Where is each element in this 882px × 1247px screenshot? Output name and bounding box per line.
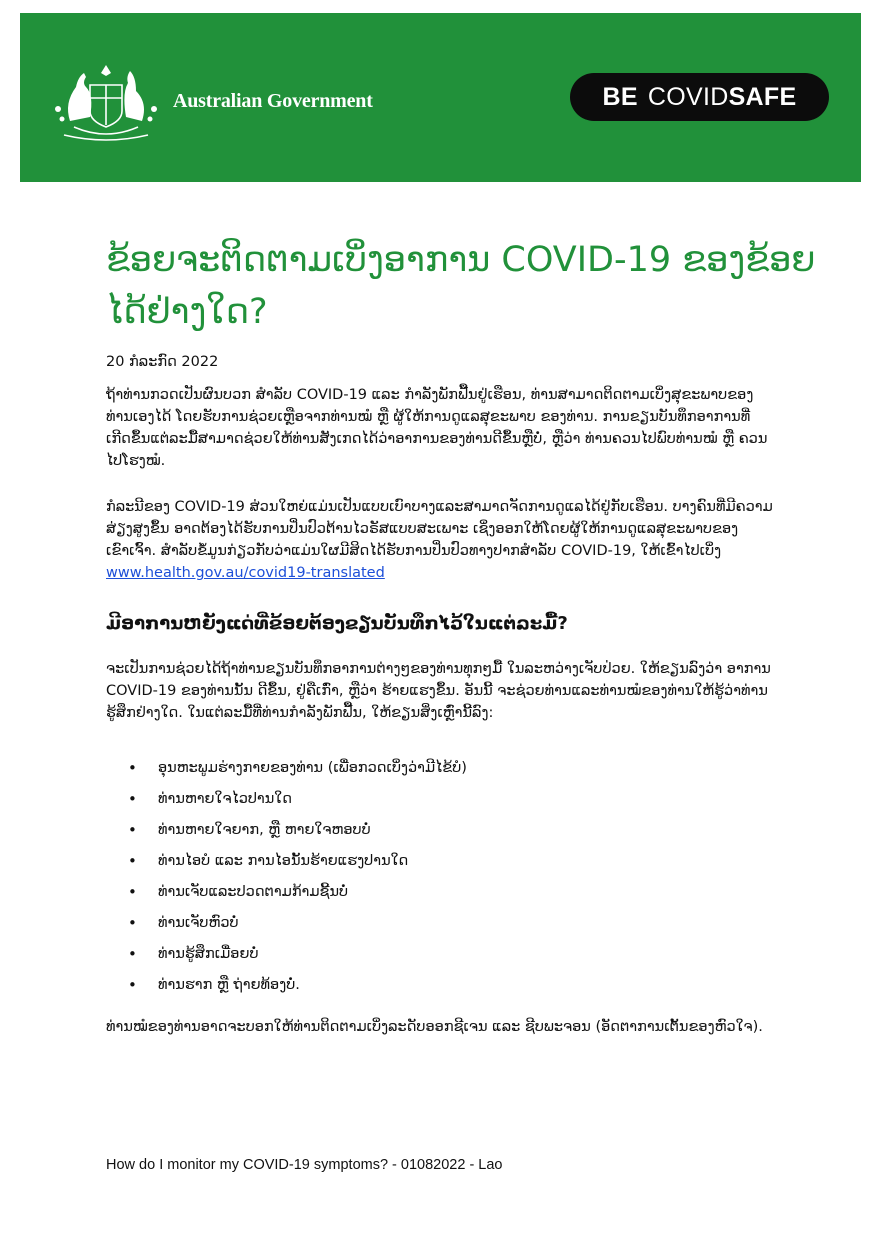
publication-date: 20 ກໍລະກົດ 2022 xyxy=(106,354,219,370)
document-footer: How do I monitor my COVID-19 symptoms? - 01082022 - Lao xyxy=(106,1157,503,1173)
list-item: • ທ່ານເຈັບແລະປວດຕາມກ້າມຊີ້ນບໍ່ xyxy=(128,882,349,901)
list-item: • ທ່ານຫາຍໃຈໄວປານໃດ xyxy=(128,789,292,808)
be-covidsafe-logo: BE COVID SAFE xyxy=(570,73,829,121)
header-banner xyxy=(20,13,861,182)
list-item: • ອຸນຫະພູມຮ່າງກາຍຂອງທ່ານ (ເພື່ອກວດເບິ່ງວ່າມີໄຂ້ບໍ) xyxy=(128,758,467,777)
list-item: • ທ່ານໄອບໍ ແລະ ການໄອນັ້ນຮ້າຍແຮງປານໃດ xyxy=(128,851,409,870)
symptom-list xyxy=(128,752,768,1000)
health-translated-link[interactable]: www.health.gov.au/covid19-translated xyxy=(106,565,385,581)
list-item: • ທ່ານຮູ້ສຶກເມື່ອຍບໍ່ xyxy=(128,944,259,963)
list-item: • ທ່ານຫາຍໃຈຍາກ, ຫຼື ຫາຍໃຈຫອບບໍ່ xyxy=(128,820,371,839)
intro-paragraph: ຖ້າທ່ານກວດເປັນຜົນບວກ ສໍາລັບ COVID-19 ແລະ ກໍາລັງພັກຟື້ນຢູ່ເຮືອນ, ທ່ານສາມາດຕິດຕາມເບິ່ງສຸຂະພາບຂອງທ່ານເອງໄດ້ ໂດຍຮັບການຊ່ວຍເຫຼືອຈາກທ່ານໝໍ ຫຼື ຜູ້ໃຫ້ການດູແລສຸຂະພາບ ຂອງທ່ານ. ການຂຽນບັນທຶກອາການທີ່ເກີດຂຶ້ນແຕ່ລະມື້ສາມາດຊ່ວຍໃຫ້ທ່ານສັງເກດໄດ້ວ່າອາການຂອງທ່ານດີຂຶ້ນຫຼືບໍ່, ຫຼືວ່າ ທ່ານຄວນໄປພົບທ່ານໝໍ ຫຼື ຄວນໄປໂຮງໝໍ. xyxy=(106,387,768,469)
symptom-log-paragraph: ຈະເປັນການຊ່ວຍໄດ້ຖ້າທ່ານຂຽນບັນທຶກອາການຕ່າງໆຂອງທ່ານທຸກໆມື້ ໃນລະຫວ່າງເຈັບປ່ວຍ. ໃຫ້ຂຽນລົງວ່າ ອາການ COVID-19 ຂອງທ່ານນັ້ນ ດີຂຶ້ນ, ຢູ່ຄືເກົ່າ, ຫຼືວ່າ ຮ້າຍແຮງຂຶ້ນ. ອັນນີ້ ຈະຊ່ວຍທ່ານແລະທ່ານໝໍຂອງທ່ານໃຫ້ຮູ້ວ່າທ່ານຮູ້ສຶກຢ່າງໃດ. ໃນແຕ່ລະມື້ທີ່ທ່ານກໍາລັງພັກຟື້ນ, ໃຫ້ຂຽນສິ່ງເຫຼົ່ານີ້ລົງ: xyxy=(106,661,771,721)
treatment-paragraph: ກໍລະນີຂອງ COVID-19 ສ່ວນໃຫຍ່ແມ່ນເປັນແບບເບົາບາງແລະສາມາດຈັດການດູແລໄດ້ຢູ່ກັບເຮືອນ. ບາງຄົນທີ່ມີຄວາມສ່ຽງສູງຂຶ້ນ ອາດຕ້ອງໄດ້ຮັບການປິ່ນປົວຕ້ານໄວຣັສແບບສະເພາະ ເຊິ່ງອອກໃຫ້ໂດຍຜູ້ໃຫ້ການດູແລສຸຂະພາບຂອງເຂົາເຈົ້າ. ສໍາລັບຂໍ້ມູນກ່ຽວກັບວ່າແມ່ນໃຜມີສິດໄດ້ຮັບການປິ່ນປົວທາງປາກສໍາລັບ COVID-19, ໃຫ້ເຂົ້າໄປເບິ່ງ www.health.gov.au/covid19-translated xyxy=(106,499,773,581)
oxygen-monitor-paragraph: ທ່ານໝໍຂອງທ່ານອາດຈະບອກໃຫ້ທ່ານຕິດຕາມເບິ່ງລະດັບອອກຊີເຈນ ແລະ ຊີບພະຈອນ (ອັດຕາການເຕັ້ນຂອງຫົວໃຈ). xyxy=(106,1019,763,1035)
government-name: Australian Government xyxy=(173,90,373,112)
list-item: • ທ່ານເຈັບຫົວບໍ່ xyxy=(128,913,239,932)
section-heading: ມີອາການຫຍັງແດ່ທີ່ຂ້ອຍຕ້ອງຂຽນບັນທຶກໄວ້ໃນແຕ່ລະມື້? xyxy=(106,613,568,634)
list-item: • ທ່ານຮາກ ຫຼື ຖ່າຍທ້ອງບໍ່. xyxy=(128,975,300,994)
page-title: ຂ້ອຍຈະຕິດຕາມເບິ່ງອາການ COVID-19 ຂອງຂ້ອຍໄດ້ຢ່າງໃດ? xyxy=(106,240,816,332)
coat-of-arms-icon xyxy=(50,55,162,143)
